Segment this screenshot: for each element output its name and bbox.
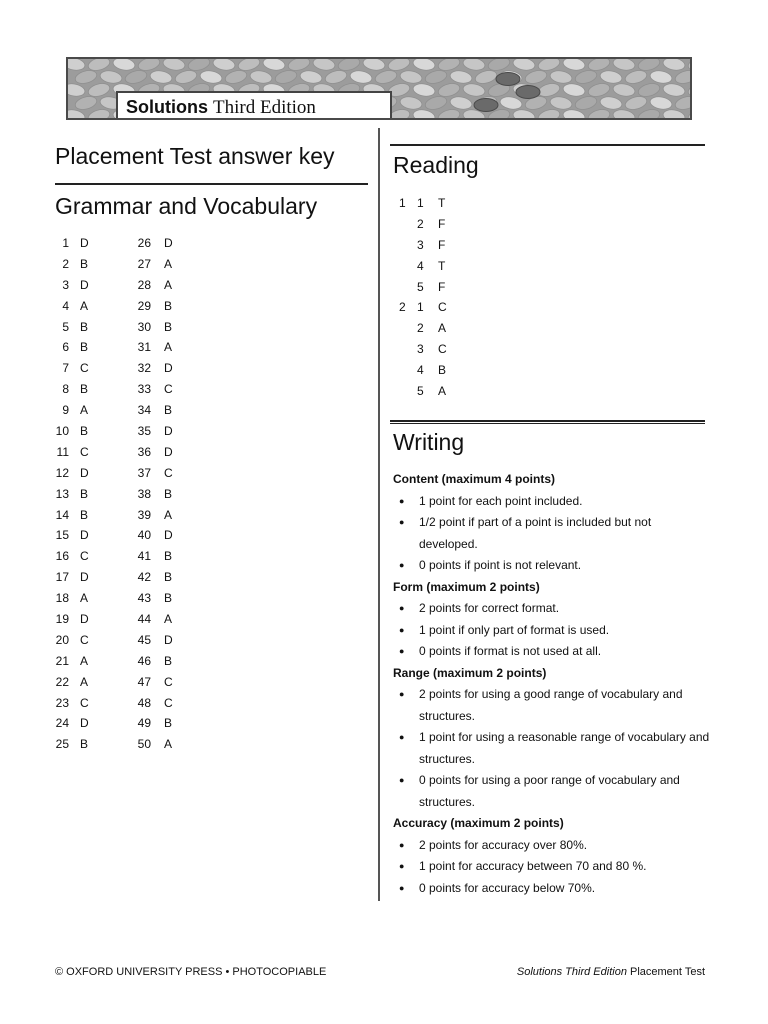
question-number: 2 [417,216,424,231]
pattern-pill [599,95,623,111]
answer-row [55,442,195,463]
pattern-pill [499,95,523,111]
question-number: 24 [55,716,69,731]
answer-row [55,400,195,421]
answer-row [55,525,195,546]
pattern-pill [537,107,561,120]
bullet-icon: ● [399,732,405,742]
page-title: Placement Test answer key [55,143,335,169]
pattern-pill [299,69,323,85]
question-number: 19 [55,612,69,627]
answer: D [164,424,173,439]
answer: A [80,674,89,689]
question-number: 29 [137,298,151,313]
pattern-pill [574,94,598,111]
pattern-pill [674,68,692,85]
brand-name-bold: Solutions [126,97,208,117]
pattern-pill [249,69,273,85]
answer-row [55,609,195,630]
question-number: 5 [62,319,69,334]
pattern-pill [99,69,123,85]
answer-row [55,484,195,505]
pattern-pill [524,68,548,85]
pattern-pill [624,94,648,111]
question-number: 12 [55,465,69,480]
pattern-pill [362,59,386,72]
criteria-item [393,491,713,513]
bullet-icon: ● [399,517,405,527]
bullet-icon: ● [399,861,405,871]
column-divider [378,128,380,901]
question-number: 11 [56,444,69,459]
criteria-heading: Content (maximum 4 points) [393,472,556,486]
grammar-heading: Grammar and Vocabulary [55,193,318,219]
answer: D [80,716,89,731]
pattern-pill [399,69,423,85]
question-number: 3 [417,342,424,357]
pattern-pill [587,107,611,120]
answer: B [80,486,89,501]
pattern-pill [549,69,573,85]
pattern-pill [112,59,136,72]
header-banner [66,57,692,120]
answer: C [164,695,173,710]
question-number: 31 [137,340,151,355]
criteria-text: 1 point if only part of format is used. [419,622,610,637]
pattern-pill [662,59,686,72]
answer: A [164,612,173,627]
answer-row [55,505,195,526]
question-number: 1 [417,196,424,210]
criteria-item [393,598,713,620]
pattern-pill [68,108,86,120]
answer-row [55,713,195,734]
question-number: 38 [137,486,151,501]
bullet-icon: ● [399,775,405,785]
question-number: 3 [417,237,424,252]
pattern-pill [149,69,173,85]
criteria-text: 2 points for accuracy over 80%. [419,837,588,852]
question-number: 5 [417,279,424,294]
question-number: 21 [55,653,69,668]
pattern-pill [649,95,673,111]
criteria-item [393,684,713,727]
answer: C [438,300,447,315]
question-number: 34 [137,403,151,418]
criteria-text: 0 points for using a poor range of vocabulary and structures. [419,773,680,809]
question-number: 40 [137,528,151,543]
criteria-text: 2 points for using a good range of vocabulary and structures. [419,687,683,723]
pattern-pill [587,81,611,98]
bullet-icon: ● [399,646,405,656]
answer: D [80,236,89,250]
pattern-pill [512,108,536,120]
pattern-pill-dark [516,86,540,99]
answer: T [438,196,446,210]
answer: B [164,653,173,668]
question-number: 20 [55,632,69,647]
pattern-pill [624,68,648,85]
answer-row [55,275,195,296]
reading-row [393,256,513,277]
pattern-pill [324,68,348,85]
pattern-pill [437,107,461,120]
pattern-pill [612,108,636,120]
answer: D [164,361,173,376]
answer-row [55,233,195,254]
pattern-pill [74,68,98,85]
pattern-pill [549,95,573,111]
pattern-pill [312,59,336,72]
question-number: 48 [137,695,151,710]
criteria-item [393,512,713,555]
answer-row [55,546,195,567]
answer: D [164,528,173,543]
answer: C [80,695,89,710]
answer: A [164,737,173,752]
answer: B [164,319,173,334]
question-number: 30 [137,319,151,334]
footer-title-italic: Solutions Third Edition [516,966,627,978]
part-number: 1 [399,196,406,210]
criteria-text: 2 points for correct format. [419,601,560,615]
answer-row [55,588,195,609]
question-number: 7 [62,361,69,376]
answer: B [164,549,173,564]
pattern-pill [687,81,692,98]
answer: B [80,737,89,752]
answer: D [80,570,89,585]
footer-title-rest: Placement Test [626,966,705,978]
question-number: 2 [62,256,69,271]
answer-row [55,296,195,317]
answer: D [164,444,173,459]
bullet-icon: ● [399,839,405,850]
answer: C [438,342,447,357]
reading-row [393,318,513,339]
footer-copyright: © OXFORD UNIVERSITY PRESS • PHOTOCOPIABLE [55,966,327,978]
criteria-item [393,770,713,813]
reading-row [393,297,513,318]
footer-title [517,966,705,978]
pattern-pill [68,59,86,72]
answer: D [80,465,89,480]
pattern-pill [87,81,111,98]
pattern-pill [562,59,586,72]
question-number: 4 [417,363,424,378]
answer-row [55,651,195,672]
pattern-pill [637,107,661,120]
pattern-pill-dark [474,99,498,112]
pattern-pill [637,81,661,98]
criteria-item [393,620,713,642]
pattern-pill [199,69,223,85]
question-number: 15 [55,528,69,543]
criteria-heading: Form (maximum 2 points) [393,579,540,594]
answer: B [80,256,89,271]
pattern-pill [612,59,636,72]
reading-row [393,360,513,381]
question-number: 14 [55,507,69,522]
bullet-icon: ● [399,495,405,506]
answer-row [55,358,195,379]
part-number: 2 [399,300,406,315]
answer: B [164,570,173,585]
pattern-pill [574,68,598,85]
question-number: 26 [137,236,151,250]
question-number: 36 [137,444,151,459]
pattern-pill [174,68,198,85]
answer: A [164,277,173,292]
pattern-pill-dark [496,73,520,86]
answer: F [438,279,446,294]
answer: C [80,549,89,564]
answer: C [164,382,173,397]
question-number: 3 [62,277,69,292]
reading-row [393,235,513,256]
answer-row [55,379,195,400]
answer-row [55,421,195,442]
question-number: 44 [137,612,151,627]
pattern-pill [449,95,473,111]
answer: F [438,237,446,252]
answer-row [55,463,195,484]
pattern-pill [262,59,286,72]
pattern-pill [612,82,636,98]
question-number: 46 [137,653,151,668]
question-number: 8 [62,382,69,397]
answer: B [80,424,89,439]
answer: C [80,361,89,376]
answer: A [164,507,173,522]
question-number: 4 [62,298,69,313]
bullet-icon: ● [399,603,405,613]
bullet-icon: ● [399,560,405,570]
answer: B [164,716,173,731]
reading-row [393,193,513,214]
writing-rule [390,420,705,424]
question-number: 27 [137,256,151,271]
reading-answer-list [393,193,513,402]
reading-rule [390,144,705,146]
answer: A [80,591,89,606]
question-number: 1 [62,236,69,250]
question-number: 4 [417,258,424,273]
answer-row [55,254,195,275]
pattern-pill [474,68,498,85]
criteria-text: 1 point for accuracy between 70 and 80 %. [419,859,647,873]
pattern-pill [462,82,486,98]
pattern-pill [212,59,236,72]
question-number: 1 [417,300,424,315]
pattern-pill [274,68,298,85]
question-number: 50 [137,737,151,752]
answer-row [55,693,195,714]
answer: B [164,298,173,313]
answer: A [80,403,89,418]
answer: D [164,632,173,647]
answer: D [80,277,89,292]
question-number: 42 [137,570,151,585]
pattern-pill [662,108,686,120]
bullet-icon: ● [399,624,405,635]
question-number: 2 [417,321,424,336]
answer: D [80,612,89,627]
criteria-item [393,641,713,663]
pattern-pill [224,68,248,85]
answer: A [80,298,89,313]
pattern-pill [599,69,623,85]
criteria-text: 0 points for accuracy below 70%. [419,880,596,895]
brand-name-rest: Third Edition [213,96,316,118]
criteria-heading: Accuracy (maximum 2 points) [393,816,564,830]
pattern-pill [662,82,686,98]
pattern-pill [687,107,692,120]
question-number: 35 [137,424,151,439]
brand-logo [116,91,392,120]
pattern-pill [374,68,398,85]
pattern-pill [162,59,186,72]
answer: B [164,486,173,501]
question-number: 37 [137,465,151,480]
question-number: 5 [417,384,424,399]
answer: A [438,384,447,399]
answer: A [164,340,173,355]
answer: D [164,236,173,250]
criteria-text: 0 points if point is not relevant. [419,558,582,572]
bullet-icon: ● [399,882,405,893]
question-number: 10 [55,424,69,439]
answer: B [164,591,173,606]
pattern-pill [449,69,473,85]
question-number: 18 [55,591,69,606]
pattern-pill [562,108,586,120]
answer: B [80,340,89,355]
criteria-text: 1 point for each point included. [419,493,583,508]
pattern-pill [537,81,561,98]
criteria-text: 0 points if format is not used at all. [419,644,602,658]
criteria-text: 1/2 point if part of a point is included but not developed. [419,515,652,551]
criteria-item [393,835,713,857]
pattern-pill [462,59,486,72]
bullet-icon: ● [399,689,405,699]
answer: B [80,319,89,334]
answer: B [164,403,173,418]
question-number: 23 [55,695,69,710]
answer-row [55,317,195,338]
criteria-heading: Range (maximum 2 points) [393,665,547,680]
answer-row [55,734,195,755]
reading-row [393,214,513,235]
question-number: 9 [62,403,69,418]
question-number: 13 [55,486,69,501]
writing-heading: Writing [393,429,465,455]
pattern-pill [649,69,673,85]
question-number: 45 [137,632,151,647]
question-number: 47 [137,674,151,689]
criteria-item [393,727,713,770]
pattern-pill [562,82,586,98]
criteria-item [393,856,713,878]
question-number: 41 [137,549,151,564]
question-number: 32 [137,361,151,376]
answer: B [438,363,447,378]
pattern-pill [68,82,86,98]
criteria-text: 1 point for using a reasonable range of vocabulary and structures. [419,730,710,766]
title-rule [55,183,368,185]
answer: D [80,528,89,543]
reading-heading: Reading [393,152,479,178]
answer: F [438,216,446,231]
answer: B [80,382,89,397]
pattern-pill [349,69,373,85]
answer: A [438,321,447,336]
pattern-pill [424,68,448,85]
question-number: 22 [55,674,69,689]
pattern-pill [87,107,111,120]
question-number: 39 [137,507,151,522]
pattern-pill [412,108,436,120]
answer: B [80,507,89,522]
criteria-item [393,555,713,577]
pattern-pill [412,82,436,98]
answer: C [80,632,89,647]
answer-row [55,567,195,588]
question-number: 33 [137,382,151,397]
reading-row [393,277,513,298]
criteria-item [393,878,713,900]
pattern-pill [512,59,536,72]
pattern-pill [399,95,423,111]
question-number: 25 [55,737,69,752]
pattern-pill [124,68,148,85]
grammar-answer-list [55,233,195,755]
answer: C [164,465,173,480]
question-number: 17 [55,570,69,585]
pattern-pill [437,81,461,98]
pattern-pill [412,59,436,72]
answer: A [80,653,89,668]
answer: A [164,256,173,271]
question-number: 49 [137,716,151,731]
pattern-pill [674,94,692,111]
answer: T [438,258,446,273]
question-number: 16 [55,549,69,564]
question-number: 43 [137,591,151,606]
answer: C [164,674,173,689]
answer-row [55,672,195,693]
question-number: 6 [62,340,69,355]
writing-criteria [393,469,713,899]
answer: C [80,444,89,459]
pattern-pill [424,94,448,111]
answer-row [55,630,195,651]
answer-row [55,337,195,358]
pattern-pill [74,94,98,111]
reading-row [393,339,513,360]
reading-row [393,381,513,402]
question-number: 28 [137,277,151,292]
